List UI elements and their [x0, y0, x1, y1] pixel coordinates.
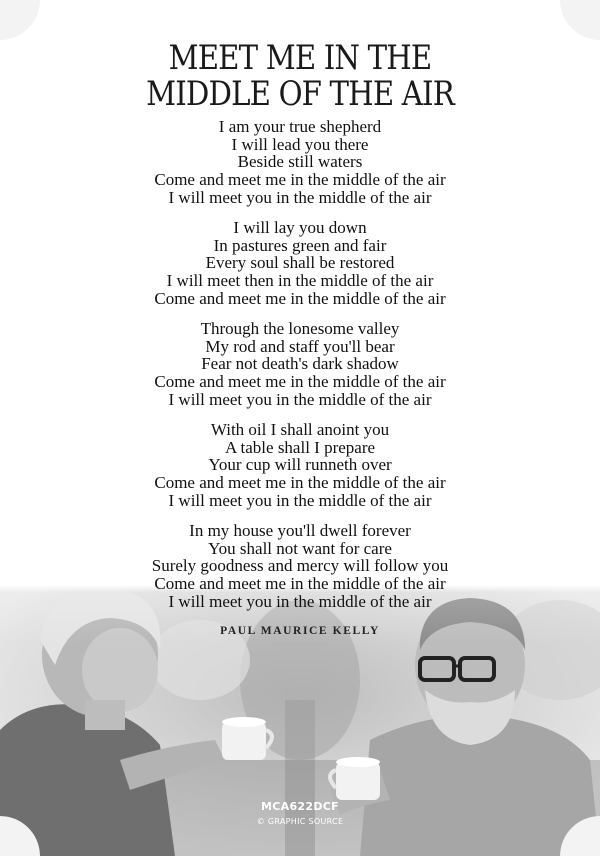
poem-line: My rod and staff you'll bear: [205, 336, 395, 356]
poem-line: Beside still waters: [237, 152, 363, 172]
poem-line: Come and meet me in the middle of the air: [154, 473, 446, 493]
poem-line: In my house you'll dwell forever: [189, 521, 411, 541]
stanza-3: [0, 320, 600, 409]
stanza-4: [0, 421, 600, 510]
poem-title-line-1: MEET ME IN THE: [168, 38, 432, 78]
poem-line: You shall not want for care: [208, 538, 392, 558]
poem-line: Come and meet me in the middle of the air: [154, 170, 446, 190]
poem-line: I will lay you down: [233, 218, 367, 238]
poem-line: I will meet you in the middle of the air: [168, 490, 432, 510]
poem-line: I am your true shepherd: [218, 117, 382, 136]
poem-line: I will lead you there: [231, 134, 369, 154]
poem-line: I will meet then in the middle of the air: [166, 271, 434, 291]
poem-line: I will meet you in the middle of the air: [168, 187, 432, 207]
product-code: MCA622DCF: [261, 800, 339, 813]
cup-right-icon: [330, 757, 380, 800]
poem-line: Come and meet me in the middle of the air: [154, 288, 446, 308]
poem-line: Come and meet me in the middle of the air: [154, 372, 446, 392]
poem-body: [0, 118, 600, 623]
poem-line: A table shall I prepare: [224, 437, 376, 457]
poem-line: Fear not death's dark shadow: [201, 354, 399, 374]
stanza-1: [0, 118, 600, 207]
cup-left-icon: [222, 717, 272, 760]
poem-line: In pastures green and fair: [213, 235, 387, 255]
poem-title: [0, 40, 600, 112]
copyright-notice: © GRAPHIC SOURCE: [256, 817, 344, 826]
poem-line: Come and meet me in the middle of the air: [154, 574, 446, 594]
stanza-2: [0, 219, 600, 308]
poem-line: I will meet you in the middle of the air: [168, 389, 432, 409]
poem-line: With oil I shall anoint you: [210, 420, 390, 440]
poem-line: I will meet you in the middle of the air: [168, 591, 432, 611]
poem-author: PAUL MAURICE KELLY: [220, 625, 380, 637]
poem-line: Through the lonesome valley: [200, 319, 400, 339]
poem-line: Your cup will runneth over: [208, 455, 392, 475]
poem-line: Every soul shall be restored: [205, 253, 395, 273]
poem-line: Surely goodness and mercy will follow you: [151, 556, 449, 576]
poem-title-line-2: MIDDLE OF THE AIR: [146, 74, 454, 114]
stanza-5: [0, 522, 600, 611]
